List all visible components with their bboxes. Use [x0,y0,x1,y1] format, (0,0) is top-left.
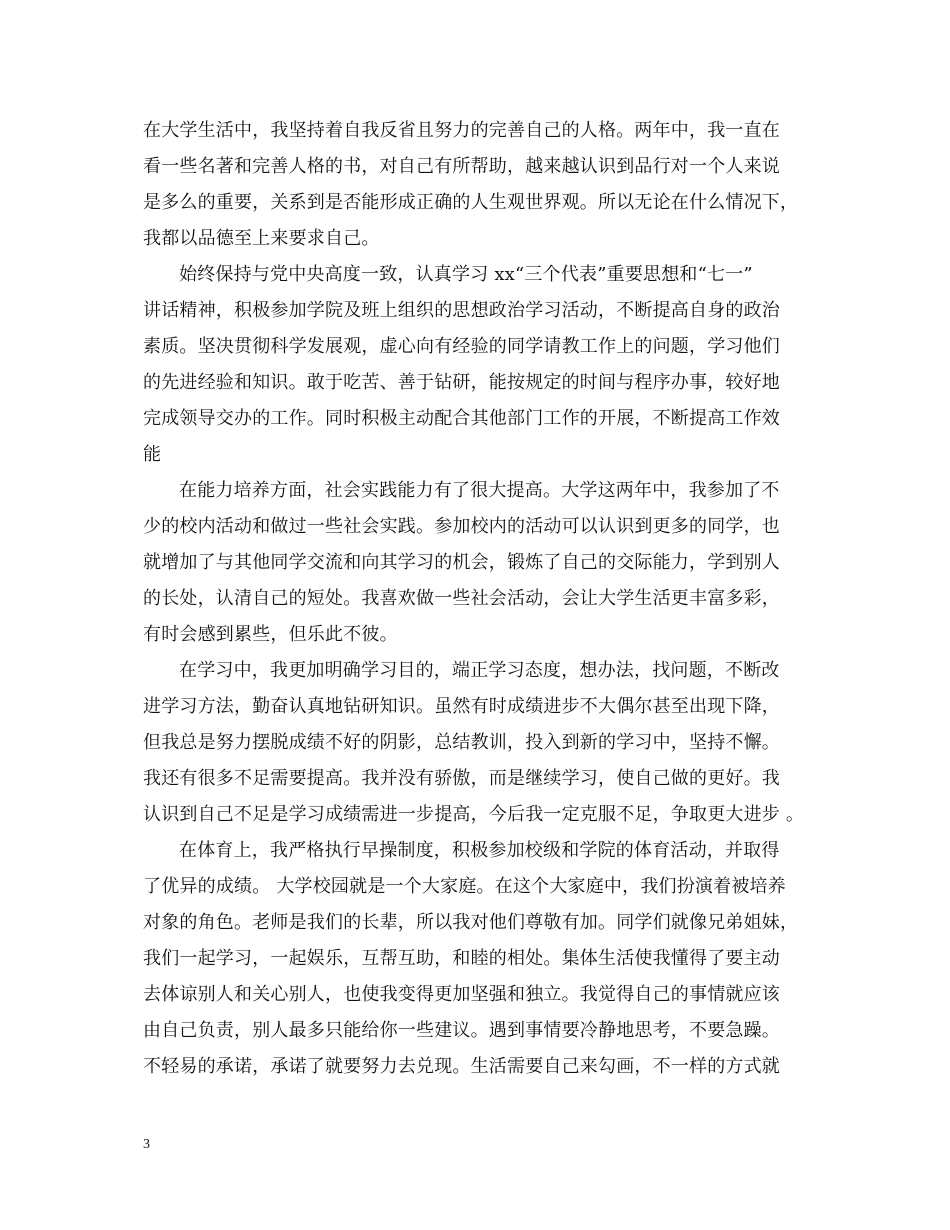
text-line: 少的校内活动和做过一些社会实践。参加校内的活动可以认识到更多的同学，也 [143,516,780,537]
text-line: 就增加了与其他同学交流和向其学习的机会，锻炼了自己的交际能力，学到别人 [143,552,780,573]
text-line: 素质。坚决贯彻科学发展观，虚心向有经验的同学请教工作上的问题，学习他们 [143,336,780,357]
text-line: 在体育上，我严格执行早操制度，积极参加校级和学院的体育活动，并取得 [179,840,780,861]
text-line: 能 [143,444,162,465]
text-line: 在能力培养方面，社会实践能力有了很大提高。大学这两年中，我参加了不 [179,480,780,501]
text-line: 去体谅别人和关心别人，也使我变得更加坚强和独立。我觉得自己的事情就应该 [143,984,780,1005]
text-line: 不轻易的承诺，承诺了就要努力去兑现。生活需要自己来勾画，不一样的方式就 [143,1056,780,1077]
text-line: 讲话精神，积极参加学院及班上组织的思想政治学习活动，不断提高自身的政治 [143,300,780,321]
text-line: 由自己负责，别人最多只能给你一些建议。遇到事情要冷静地思考，不要急躁。 [143,1020,780,1041]
text-line: 但我总是努力摆脱成绩不好的阴影，总结教训，投入到新的学习中，坚持不懈。 [143,732,780,753]
text-line: 认识到自己不足是学习成绩需进一步提高，今后我一定克服不足，争取更大进步 。 [143,804,805,825]
text-line: 我们一起学习，一起娱乐，互帮互助，和睦的相处。集体生活使我懂得了要主动 [143,948,780,969]
text-line: 看一些名著和完善人格的书，对自己有所帮助，越来越认识到品行对一个人来说 [143,156,780,177]
text-line: 我都以品德至上来要求自己。 [143,228,380,249]
text-line: 在学习中，我更加明确学习目的，端正学习态度，想办法，找问题，不断改 [179,660,780,681]
text-line: 始终保持与党中央高度一致，认真学习 xx“三个代表”重要思想和“七一” [179,264,753,285]
text-line: 是多么的重要，关系到是否能形成正确的人生观世界观。所以无论在什么情况下， [143,192,799,213]
text-line: 的先进经验和知识。敢于吃苦、善于钻研，能按规定的时间与程序办事，较好地 [143,372,780,393]
page-number: 3 [143,1137,150,1152]
text-line: 了优异的成绩。 大学校园就是一个大家庭。在这个大家庭中，我们扮演着被培养 [143,876,786,897]
text-line: 进学习方法，勤奋认真地钻研知识。虽然有时成绩进步不大偶尔甚至出现下降， [143,696,780,717]
text-line: 的长处，认清自己的短处。我喜欢做一些社会活动，会让大学生活更丰富多彩， [143,588,780,609]
text-line: 完成领导交办的工作。同时积极主动配合其他部门工作的开展，不断提高工作效 [143,408,780,429]
text-line: 对象的角色。老师是我们的长辈，所以我对他们尊敬有加。同学们就像兄弟姐妹， [143,912,799,933]
text-line: 有时会感到累些，但乐此不彼。 [143,624,398,645]
text-line: 我还有很多不足需要提高。我并没有骄傲，而是继续学习，使自己做的更好。我 [143,768,780,789]
text-line: 在大学生活中，我坚持着自我反省且努力的完善自己的人格。两年中，我一直在 [143,120,780,141]
